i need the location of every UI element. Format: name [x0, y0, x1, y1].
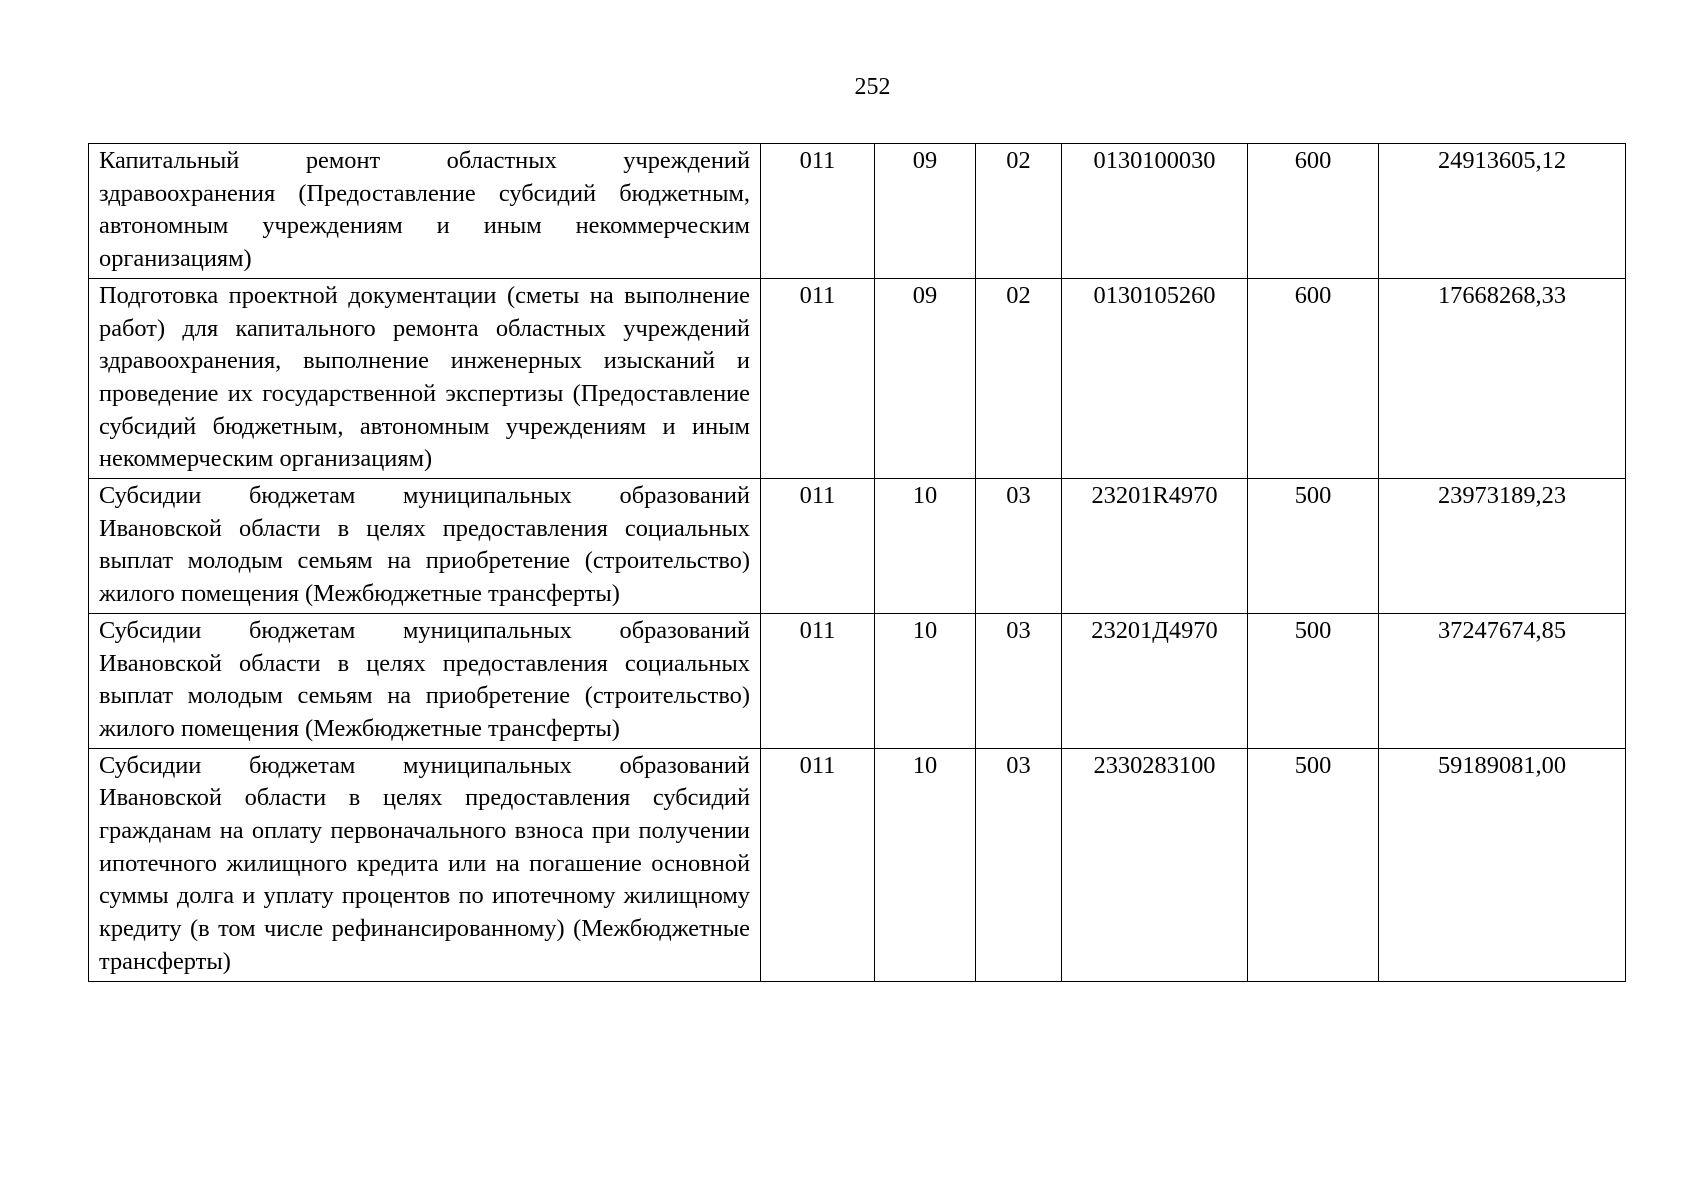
budget-table	[88, 143, 1626, 982]
section-code: 09	[875, 144, 976, 279]
amount: 24913605,12	[1379, 144, 1626, 279]
section-code: 10	[875, 748, 976, 981]
target-article-code: 0130100030	[1062, 144, 1248, 279]
amount: 23973189,23	[1379, 479, 1626, 614]
amount: 37247674,85	[1379, 613, 1626, 748]
subsection-code: 03	[976, 479, 1062, 614]
admin-code: 011	[761, 278, 875, 478]
subsection-code: 02	[976, 278, 1062, 478]
subsection-code: 02	[976, 144, 1062, 279]
subsection-code: 03	[976, 613, 1062, 748]
expense-description: Субсидии бюджетам муниципальных образований Ивановской области в целях предоставления субсидий гражданам на оплату первоначального взноса при получении ипотечного жилищного кредита или на погашение основной суммы долга и уплату процентов по ипотечному жилищному кредиту (в том числе рефинансированному) (Межбюджетные трансферты)	[89, 748, 761, 981]
page-number: 252	[854, 74, 891, 100]
table-row	[89, 144, 1626, 279]
expense-type-code: 500	[1248, 748, 1379, 981]
expense-type-code: 600	[1248, 278, 1379, 478]
section-code: 10	[875, 613, 976, 748]
amount: 59189081,00	[1379, 748, 1626, 981]
amount: 17668268,33	[1379, 278, 1626, 478]
target-article-code: 23201R4970	[1062, 479, 1248, 614]
table-row	[89, 479, 1626, 614]
admin-code: 011	[761, 479, 875, 614]
subsection-code: 03	[976, 748, 1062, 981]
expense-type-code: 500	[1248, 613, 1379, 748]
expense-description: Подготовка проектной документации (сметы на выполнение работ) для капитального ремонта областных учреждений здравоохранения, выполнение инженерных изысканий и проведение их государственной экспертизы (Предоставление субсидий бюджетным, автономным учреждениям и иным некоммерческим организациям)	[89, 278, 761, 478]
admin-code: 011	[761, 748, 875, 981]
expense-type-code: 500	[1248, 479, 1379, 614]
expense-description: Субсидии бюджетам муниципальных образований Ивановской области в целях предоставления социальных выплат молодым семьям на приобретение (строительство) жилого помещения (Межбюджетные трансферты)	[89, 479, 761, 614]
section-code: 09	[875, 278, 976, 478]
target-article-code: 23201Д4970	[1062, 613, 1248, 748]
expense-description: Субсидии бюджетам муниципальных образований Ивановской области в целях предоставления социальных выплат молодым семьям на приобретение (строительство) жилого помещения (Межбюджетные трансферты)	[89, 613, 761, 748]
expense-type-code: 600	[1248, 144, 1379, 279]
expense-description: Капитальный ремонт областных учреждений здравоохранения (Предоставление субсидий бюджетным, автономным учреждениям и иным некоммерческим организациям)	[89, 144, 761, 279]
target-article-code: 0130105260	[1062, 278, 1248, 478]
admin-code: 011	[761, 144, 875, 279]
table-row	[89, 278, 1626, 478]
admin-code: 011	[761, 613, 875, 748]
table-row	[89, 748, 1626, 981]
section-code: 10	[875, 479, 976, 614]
table-row	[89, 613, 1626, 748]
target-article-code: 2330283100	[1062, 748, 1248, 981]
